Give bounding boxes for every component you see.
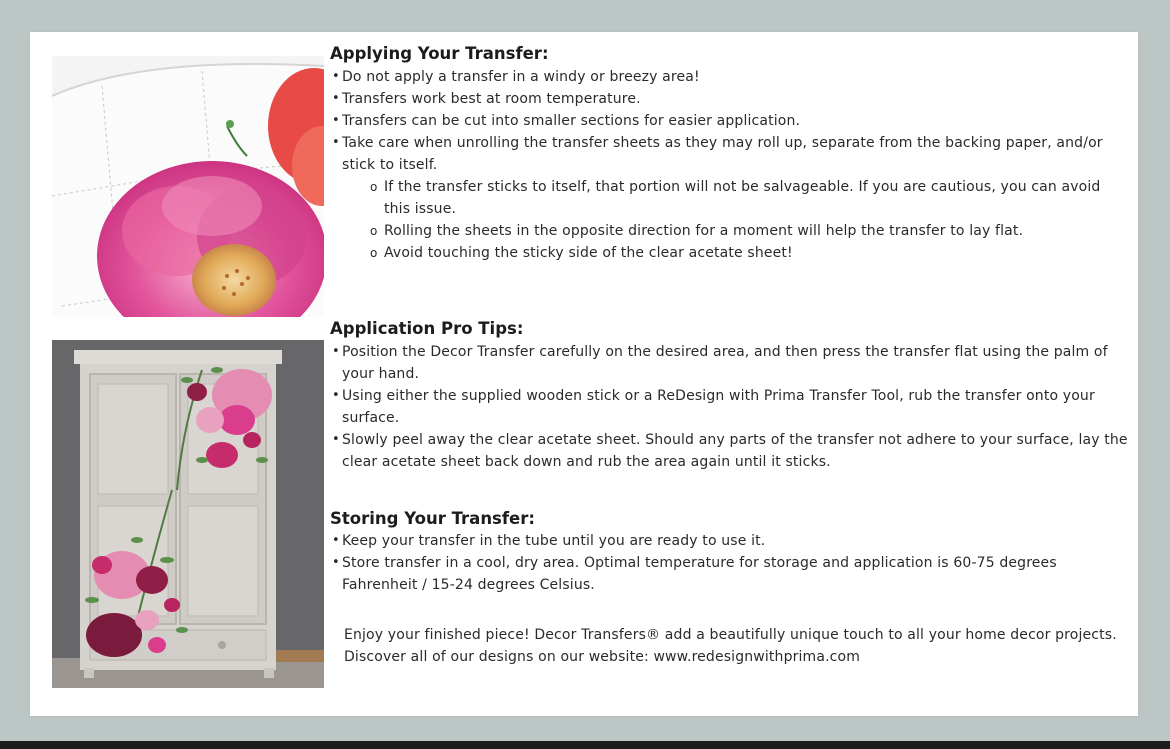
pro-tips-bullet: • Slowly peel away the clear acetate sheet. Should any parts of the transfer not adhere to your surface, lay the clear acetate sheet back down and rub the area again until it sticks. [330, 429, 1130, 473]
instruction-card [30, 32, 1138, 716]
applying-bullet: • Transfers can be cut into smaller sections for easier application. [330, 110, 1130, 132]
applying-sub-bullet: o If the transfer sticks to itself, that portion will not be salvageable. If you are cautious, you can avoid this issue. [370, 176, 1130, 220]
pro-tips-heading: Application Pro Tips: [330, 319, 524, 338]
cabinet-image [52, 340, 324, 688]
pro-tips-section [330, 317, 1130, 473]
storing-section [330, 508, 1130, 596]
closing-paragraph: Enjoy your finished piece! Decor Transfers® add a beautifully unique touch to all your home decor projects. Discover all of our designs on our website: www.redesignwithprima.com [344, 627, 1117, 665]
bottom-border [0, 741, 1170, 749]
applying-sub-bullet: o Avoid touching the sticky side of the clear acetate sheet! [370, 242, 1130, 264]
applying-bullet: • Transfers work best at room temperature. [330, 88, 1130, 110]
applying-bullet: • Do not apply a transfer in a windy or breezy area! [330, 66, 1130, 88]
applying-heading: Applying Your Transfer: [330, 44, 549, 63]
storing-list [330, 530, 1130, 596]
storing-heading: Storing Your Transfer: [330, 509, 535, 528]
applying-list [330, 66, 1130, 176]
applying-section [330, 42, 1130, 264]
storing-bullet: • Keep your transfer in the tube until you are ready to use it. [330, 530, 1130, 552]
applying-sub-bullet: o Rolling the sheets in the opposite direction for a moment will help the transfer to lay flat. [370, 220, 1130, 242]
storing-bullet: • Store transfer in a cool, dry area. Optimal temperature for storage and application is 60-75 degrees Fahrenheit / 15-24 degrees Celsius. [330, 552, 1130, 596]
applying-sublist [330, 176, 1130, 264]
pro-tips-bullet: • Position the Decor Transfer carefully on the desired area, and then press the transfer flat using the palm of your hand. [330, 341, 1130, 385]
applying-bullet: • Take care when unrolling the transfer sheets as they may roll up, separate from the backing paper, and/or stick to itself. [330, 132, 1130, 176]
floral-transfer-image [52, 56, 324, 317]
pro-tips-list [330, 341, 1130, 473]
pro-tips-bullet: • Using either the supplied wooden stick or a ReDesign with Prima Transfer Tool, rub the transfer onto your surface. [330, 385, 1130, 429]
